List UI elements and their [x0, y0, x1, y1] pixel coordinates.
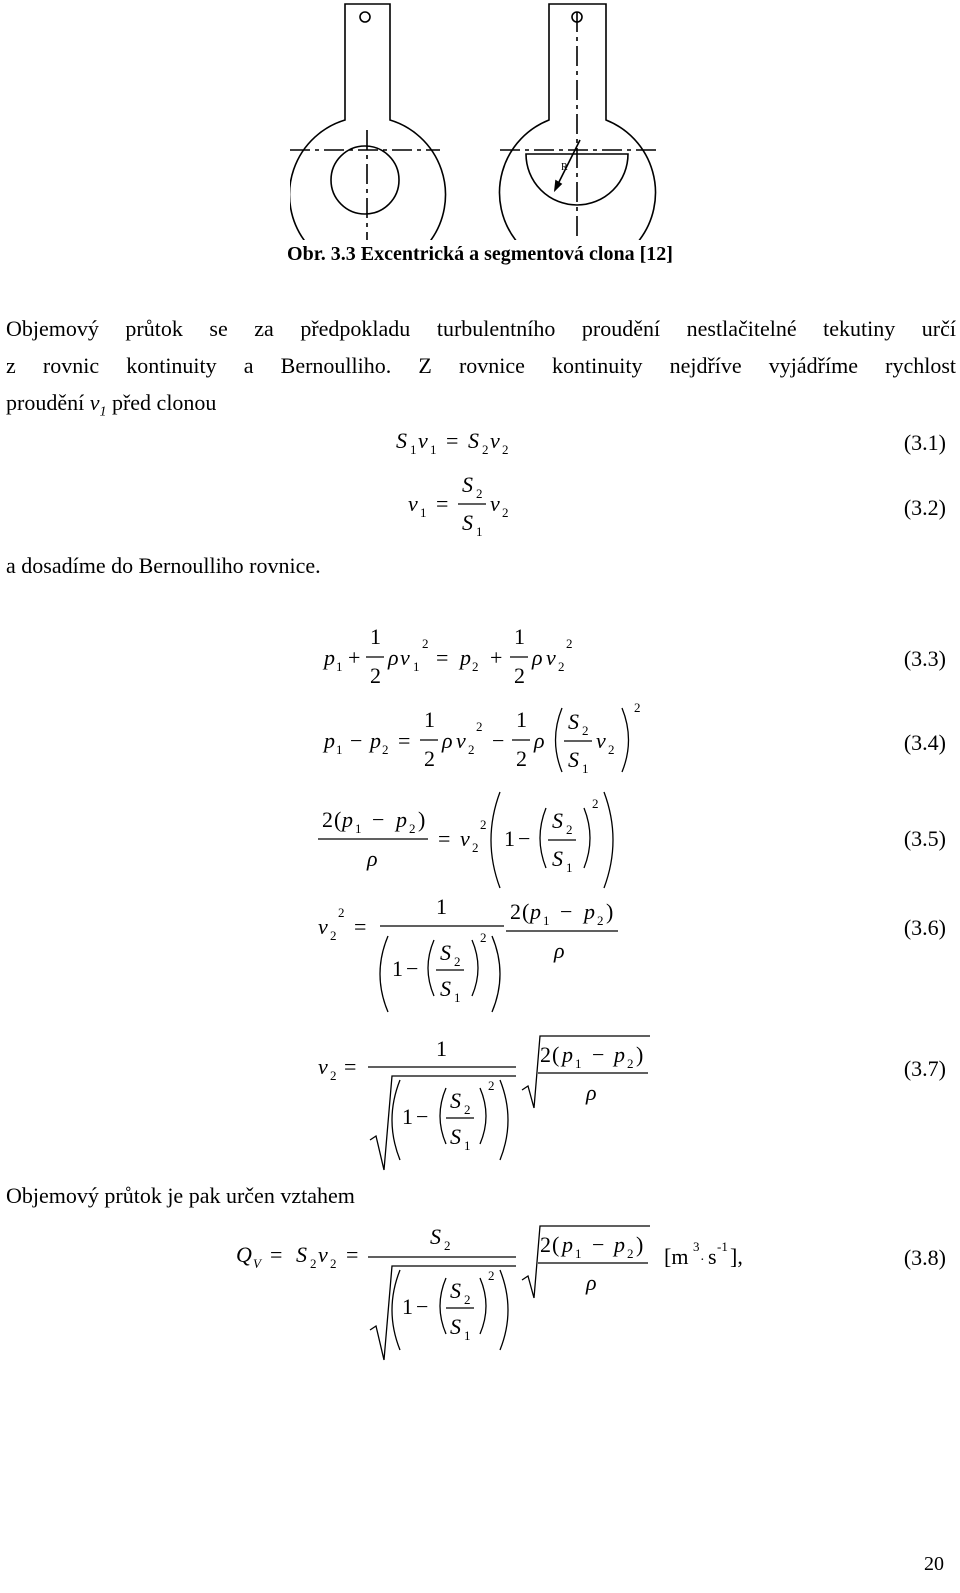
figure-caption: Obr. 3.3 Excentrická a segmentová clona [12]	[287, 243, 673, 265]
math-glyph: 1	[464, 1138, 471, 1153]
math-glyph: 2	[454, 954, 461, 969]
equation-3-4	[322, 700, 641, 776]
math-glyph: −	[372, 807, 385, 832]
math-glyph: v	[318, 1242, 328, 1267]
math-glyph: S	[568, 747, 579, 772]
math-glyph: 2	[330, 1068, 337, 1083]
math-glyph: p	[562, 1232, 573, 1257]
math-glyph: p	[614, 1232, 625, 1257]
math-glyph: =	[436, 491, 449, 516]
math-glyph: v	[596, 728, 606, 753]
math-glyph: S	[440, 976, 451, 1001]
math-glyph: ρ	[534, 728, 545, 753]
math-glyph: S	[462, 510, 473, 535]
math-glyph: 2	[409, 821, 416, 836]
math-glyph: ·	[700, 1253, 705, 1268]
math-glyph: 1	[464, 1328, 471, 1343]
math-glyph: 1	[402, 1294, 413, 1319]
subscript: 1	[99, 404, 107, 420]
equation-number: (3.1)	[903, 430, 946, 455]
math-glyph: v	[546, 645, 556, 670]
math-glyph: 2	[488, 1268, 495, 1283]
math-delimiter	[480, 1278, 486, 1334]
math-glyph: 2	[464, 1102, 471, 1117]
math-delimiter	[556, 708, 563, 772]
math-glyph: 2	[540, 1042, 551, 1067]
math-glyph: (	[552, 1042, 560, 1067]
math-glyph: 2	[582, 723, 589, 738]
math-glyph: 1	[436, 1036, 447, 1061]
math-glyph: 2	[330, 1256, 337, 1271]
equation-number: (3.5)	[903, 826, 946, 851]
math-glyph: p	[614, 1042, 625, 1067]
equation-3-3	[322, 624, 573, 688]
math-glyph: 2	[597, 913, 604, 928]
equation-3-8	[236, 1224, 743, 1360]
math-glyph: ρ	[586, 1080, 597, 1105]
equation-number: (3.8)	[903, 1245, 946, 1270]
math-glyph: S	[450, 1278, 461, 1303]
math-glyph: 2	[592, 796, 599, 811]
math-glyph: S	[430, 1224, 441, 1249]
text-fragment: před clonou	[106, 390, 217, 415]
math-glyph: )	[418, 807, 426, 832]
math-glyph: 2	[488, 1078, 495, 1093]
math-glyph: )	[636, 1042, 644, 1067]
math-glyph: [m	[664, 1244, 689, 1269]
math-delimiter	[380, 936, 388, 1012]
math-glyph: v	[408, 491, 418, 516]
velocity-symbol: v	[89, 390, 100, 415]
math-glyph: p	[324, 728, 335, 753]
math-glyph: 1	[336, 742, 343, 757]
math-glyph: )	[636, 1232, 644, 1257]
math-glyph: 1	[454, 990, 461, 1005]
math-glyph: =	[354, 914, 367, 939]
math-glyph: 2	[472, 840, 479, 855]
equation-3-7	[318, 1036, 650, 1170]
math-glyph: −	[416, 1104, 429, 1129]
math-glyph: 1	[504, 826, 515, 851]
math-glyph: p	[324, 645, 335, 670]
math-glyph: −	[518, 826, 531, 851]
math-glyph: (	[522, 899, 530, 924]
math-delimiter	[472, 940, 478, 996]
math-glyph: 1	[514, 624, 525, 649]
paragraph-line: z rovnic kontinuity a Bernoulliho. Z rovnice kontinuity nejdříve vyjádříme rychlost	[6, 353, 956, 378]
math-glyph: 2	[310, 1256, 317, 1271]
math-glyph: 2	[540, 1232, 551, 1257]
math-glyph: 2	[370, 663, 381, 688]
math-glyph: 2	[464, 1292, 471, 1307]
math-glyph: ρ	[367, 846, 378, 871]
math-delimiter	[440, 1088, 446, 1144]
math-delimiter	[500, 1080, 508, 1160]
equation-3-6	[318, 894, 618, 1012]
math-glyph: 1	[370, 624, 381, 649]
math-glyph: =	[436, 645, 449, 670]
equation-number: (3.6)	[903, 915, 946, 940]
radius-label: R	[561, 162, 568, 173]
math-glyph: (	[334, 807, 342, 832]
equation-3-1	[396, 428, 509, 457]
math-glyph: −	[406, 956, 419, 981]
math-glyph: 2	[627, 1056, 634, 1071]
math-glyph: 2	[627, 1246, 634, 1261]
math-glyph: S	[450, 1088, 461, 1113]
math-glyph: 2	[424, 746, 435, 771]
math-glyph: =	[398, 728, 411, 753]
math-glyph: p	[460, 645, 471, 670]
math-glyph: −	[592, 1232, 605, 1257]
math-delimiter	[540, 808, 546, 868]
math-glyph: 2	[472, 659, 479, 674]
math-glyph: p	[370, 728, 381, 753]
math-glyph: S	[396, 428, 407, 453]
math-glyph: 2	[502, 505, 509, 520]
text-fragment: proudění	[6, 390, 90, 415]
math-glyph: )	[606, 899, 614, 924]
math-glyph: ],	[730, 1244, 743, 1269]
math-glyph: 2	[502, 442, 509, 457]
math-glyph: v	[400, 645, 410, 670]
math-glyph: 2	[444, 1238, 451, 1253]
math-glyph: ρ	[586, 1270, 597, 1295]
math-glyph: 1	[516, 707, 527, 732]
math-glyph: S	[462, 472, 473, 497]
equation-number: (3.7)	[903, 1056, 946, 1081]
math-delimiter	[500, 1270, 508, 1350]
math-glyph: 1	[575, 1246, 582, 1261]
equation-3-2	[408, 472, 509, 539]
paragraph-flow-rate: Objemový průtok je pak určen vztahem	[6, 1183, 355, 1208]
math-glyph: 2	[476, 486, 483, 501]
math-glyph: 1	[575, 1056, 582, 1071]
math-glyph: ρ	[442, 728, 453, 753]
math-glyph: 2	[382, 742, 389, 757]
math-glyph: p	[342, 807, 353, 832]
math-glyph: v	[490, 428, 500, 453]
math-glyph: ρ	[532, 645, 543, 670]
math-delimiter	[492, 936, 500, 1012]
math-glyph: 1	[436, 894, 447, 919]
math-delimiter	[491, 792, 500, 888]
math-glyph: 2	[566, 636, 573, 651]
math-delimiter	[480, 1088, 486, 1144]
math-delimiter	[604, 792, 613, 888]
math-glyph: 1	[430, 442, 437, 457]
math-glyph: S	[450, 1124, 461, 1149]
math-glyph: 2	[516, 746, 527, 771]
math-glyph: −	[492, 728, 505, 753]
math-glyph: v	[318, 914, 328, 939]
math-glyph: =	[270, 1242, 283, 1267]
math-glyph: p	[530, 899, 541, 924]
math-delimiter	[392, 1270, 400, 1350]
math-glyph: 3	[693, 1239, 700, 1254]
math-glyph: 2	[634, 700, 641, 715]
math-delimiter	[392, 1080, 400, 1160]
math-glyph: S	[468, 428, 479, 453]
math-glyph: 1	[566, 860, 573, 875]
equation-number: (3.2)	[903, 495, 946, 520]
equation-number: (3.3)	[903, 646, 946, 671]
page-number: 20	[924, 1553, 944, 1575]
math-glyph: 1	[543, 913, 550, 928]
math-glyph: 1	[424, 707, 435, 732]
math-glyph: v	[318, 1054, 328, 1079]
math-glyph: +	[348, 645, 361, 670]
paragraph-line: Objemový průtok se za předpokladu turbulentního proudění nestlačitelné tekutiny určí	[6, 316, 956, 341]
math-glyph: 2	[468, 742, 475, 757]
math-glyph: 2	[514, 663, 525, 688]
math-glyph: 1	[420, 505, 427, 520]
math-glyph: 2	[480, 930, 487, 945]
math-glyph: ρ	[388, 645, 399, 670]
math-glyph: S	[440, 940, 451, 965]
math-glyph: p	[584, 899, 595, 924]
math-glyph: =	[438, 826, 451, 851]
math-glyph: ρ	[554, 938, 565, 963]
math-delimiter	[428, 940, 434, 996]
math-glyph: =	[346, 1242, 359, 1267]
math-glyph: 1	[582, 761, 589, 776]
math-glyph: =	[446, 428, 459, 453]
math-glyph: 1	[336, 659, 343, 674]
math-glyph: s	[708, 1244, 717, 1269]
math-glyph: v	[418, 428, 428, 453]
math-glyph: p	[396, 807, 407, 832]
math-glyph: 2	[338, 905, 345, 920]
math-glyph: 1	[392, 956, 403, 981]
math-glyph: 2	[482, 442, 489, 457]
math-glyph: 2	[510, 899, 521, 924]
math-glyph: S	[296, 1242, 307, 1267]
math-glyph: S	[552, 846, 563, 871]
math-glyph: 2	[566, 822, 573, 837]
math-glyph: −	[592, 1042, 605, 1067]
math-glyph: =	[344, 1054, 357, 1079]
math-glyph: v	[490, 491, 500, 516]
math-glyph: 2	[558, 659, 565, 674]
math-glyph: S	[450, 1314, 461, 1339]
math-delimiter	[584, 808, 590, 868]
math-glyph: -1	[717, 1239, 728, 1254]
math-glyph: 2	[608, 742, 615, 757]
math-delimiter	[440, 1278, 446, 1334]
math-glyph: −	[560, 899, 573, 924]
math-glyph: 2	[330, 928, 337, 943]
math-glyph: −	[416, 1294, 429, 1319]
math-glyph: v	[456, 728, 466, 753]
math-glyph: S	[568, 709, 579, 734]
math-glyph: 1	[402, 1104, 413, 1129]
math-glyph: 1	[413, 659, 420, 674]
math-glyph: Q	[236, 1242, 252, 1267]
math-glyph: V	[253, 1256, 261, 1271]
math-glyph: 2	[422, 636, 429, 651]
math-delimiter	[622, 708, 629, 772]
math-glyph: 1	[410, 442, 417, 457]
math-glyph: 2	[480, 817, 487, 832]
equation-3-5	[318, 792, 613, 888]
math-glyph: −	[350, 728, 363, 753]
math-glyph: 1	[476, 524, 483, 539]
math-glyph: +	[490, 645, 503, 670]
math-glyph: 2	[476, 719, 483, 734]
math-glyph: (	[552, 1232, 560, 1257]
math-glyph: v	[460, 826, 470, 851]
math-glyph: S	[552, 808, 563, 833]
paragraph-substitution: a dosadíme do Bernoulliho rovnice.	[6, 553, 321, 578]
math-glyph: 2	[322, 807, 333, 832]
equation-number: (3.4)	[903, 730, 946, 755]
math-glyph: 1	[355, 821, 362, 836]
math-glyph: p	[562, 1042, 573, 1067]
